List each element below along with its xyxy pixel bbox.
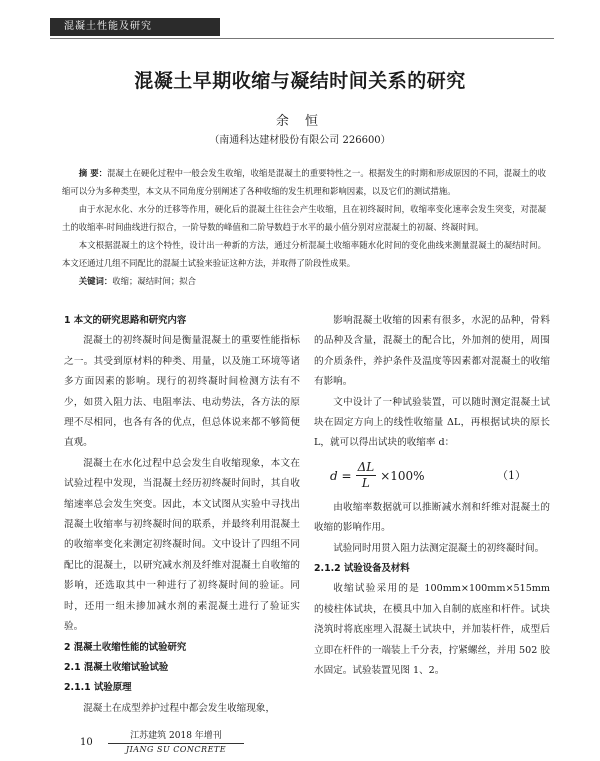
subsection-heading-2-1: 2.1 混凝土收缩试验试验	[64, 661, 169, 673]
subsection-heading-2-1-1: 2.1.1 试验原理	[64, 682, 132, 694]
body-paragraph: 混凝土在水化过程中总会发生自收缩现象，本文在试验过程中发现，当混凝土经历初终凝时间时，其自收缩速率总会发生突变。因此，本文试图从实验中寻找出混凝土收缩率与初终凝时间的联系，并最终利用混凝土的收缩率变化来测定初终凝时间。文中设计了四组不同配比的混凝土，以研究减水剂及纤维对混凝土自收缩的影响，还选取其中一种进行了初终凝时间的验证。同时，还用一组未掺加减水剂的素混凝土进行了验证实验。	[64, 457, 300, 633]
left-column	[64, 311, 300, 719]
equation-fraction	[356, 460, 377, 491]
article-title: 混凝土早期收缩与凝结时间关系的研究	[134, 70, 466, 92]
abstract-text-1: 混凝土在硬化过程中一般会发生收缩，收缩是混凝土的重要特性之一。根据发生的时期和形成原因的不同，混凝土的收缩可以分为多种类型，本文从不同角度分别阐述了各种收缩的发生机理和影响因素，以及它们的测试措施。	[62, 168, 546, 196]
equation-lhs: d =	[330, 468, 352, 483]
right-column	[314, 311, 550, 682]
section-heading-1: 1 本文的研究思路和研究内容	[64, 315, 187, 326]
abstract-paragraph: 本文根据混凝土的这个特性，设计出一种新的方法，通过分析混凝土收缩率随水化时间的变化曲线来测量混凝土的凝结时间。本文还通过几组不同配比的混凝土试验来验证这种方法，并取得了阶段性成果。	[62, 240, 546, 268]
journal-name-en: JIANG SU CONCRETE	[125, 745, 227, 754]
abstract-block	[62, 164, 546, 290]
abstract-paragraph	[62, 164, 546, 200]
equation-denominator: L	[361, 476, 370, 491]
header-rule	[50, 38, 554, 39]
journal-name-cn: 江苏建筑 2018 年增刊	[108, 731, 244, 744]
body-paragraph: 收缩试验采用的是 100mm×100mm×515mm 的棱柱体试块，在模具中加入自制的底座和杆件。试块浇筑时将底座埋入混凝土试块中，并加装杆件，成型后立即在杆件的一端装上千分表，拧紧螺丝，并用 502 胶水固定。试验装置见图 1、2。	[314, 583, 550, 677]
body-paragraph: 混凝土在成型养护过程中都会发生收缩现象，	[83, 702, 276, 714]
page-number: 10	[80, 737, 93, 748]
body-paragraph: 试验同时用贯入阻力法测定混凝土的初终凝时间。	[333, 542, 545, 554]
section-heading-2: 2 混凝土收缩性能的试验研究	[64, 641, 187, 653]
equation-number: （1）	[497, 468, 526, 482]
abstract-label: 摘 要：	[78, 168, 108, 178]
journal-section-banner: 混凝土性能及研究	[50, 18, 220, 36]
subsection-heading-2-1-2: 2.1.2 试验设备及材料	[314, 563, 410, 575]
keywords-line	[62, 272, 546, 290]
keywords-text: 收缩；凝结时间；拟合	[112, 276, 197, 286]
keywords-label: 关键词：	[78, 276, 113, 286]
author-affiliation: （南通科达建材股份有限公司 226600）	[209, 135, 391, 146]
equation-numerator: ΔL	[357, 460, 375, 475]
journal-footer	[108, 731, 244, 755]
body-paragraph: 由收缩率数据就可以推断减水剂和纤维对混凝土的收缩的影响作用。	[314, 501, 550, 534]
body-paragraph: 混凝土的初终凝时间是衡量混凝土的重要性能指标之一。其受到原材料的种类、用量，以及施工环境等诸多方面因素的影响。现行的初终凝时间检测方法有不少，如贯入阻力法、电阻率法、电动势法，各方法的原理不尽相同，也各有各的优点，但总体说来都不够简便直观。	[64, 335, 300, 449]
abstract-paragraph: 由于水泥水化、水分的迁移等作用，硬化后的混凝土往往会产生收缩，且在初终凝时间，收缩率变化速率会发生突变，对混凝土的收缩率-时间曲线进行拟合，一阶导数的峰值和二阶导数趋于水平的最小值分别对应混凝土的初凝、终凝时间。	[62, 204, 546, 232]
body-paragraph: 文中设计了一种试验装置，可以随时测定混凝土试块在固定方向上的线性收缩量 ΔL，再根据试块的原长 L，就可以得出试块的收缩率 d：	[314, 396, 550, 449]
body-paragraph: 影响混凝土收缩的因素有很多，水泥的品种，骨料的品种及含量，混凝土的配合比，外加剂的使用，周围的介质条件，养护条件及温度等因素都对混凝土的收缩有影响。	[314, 315, 550, 388]
equation-1	[314, 456, 550, 496]
article-author: 余 恒	[275, 114, 325, 129]
equation-factor: ×100%	[380, 468, 425, 483]
